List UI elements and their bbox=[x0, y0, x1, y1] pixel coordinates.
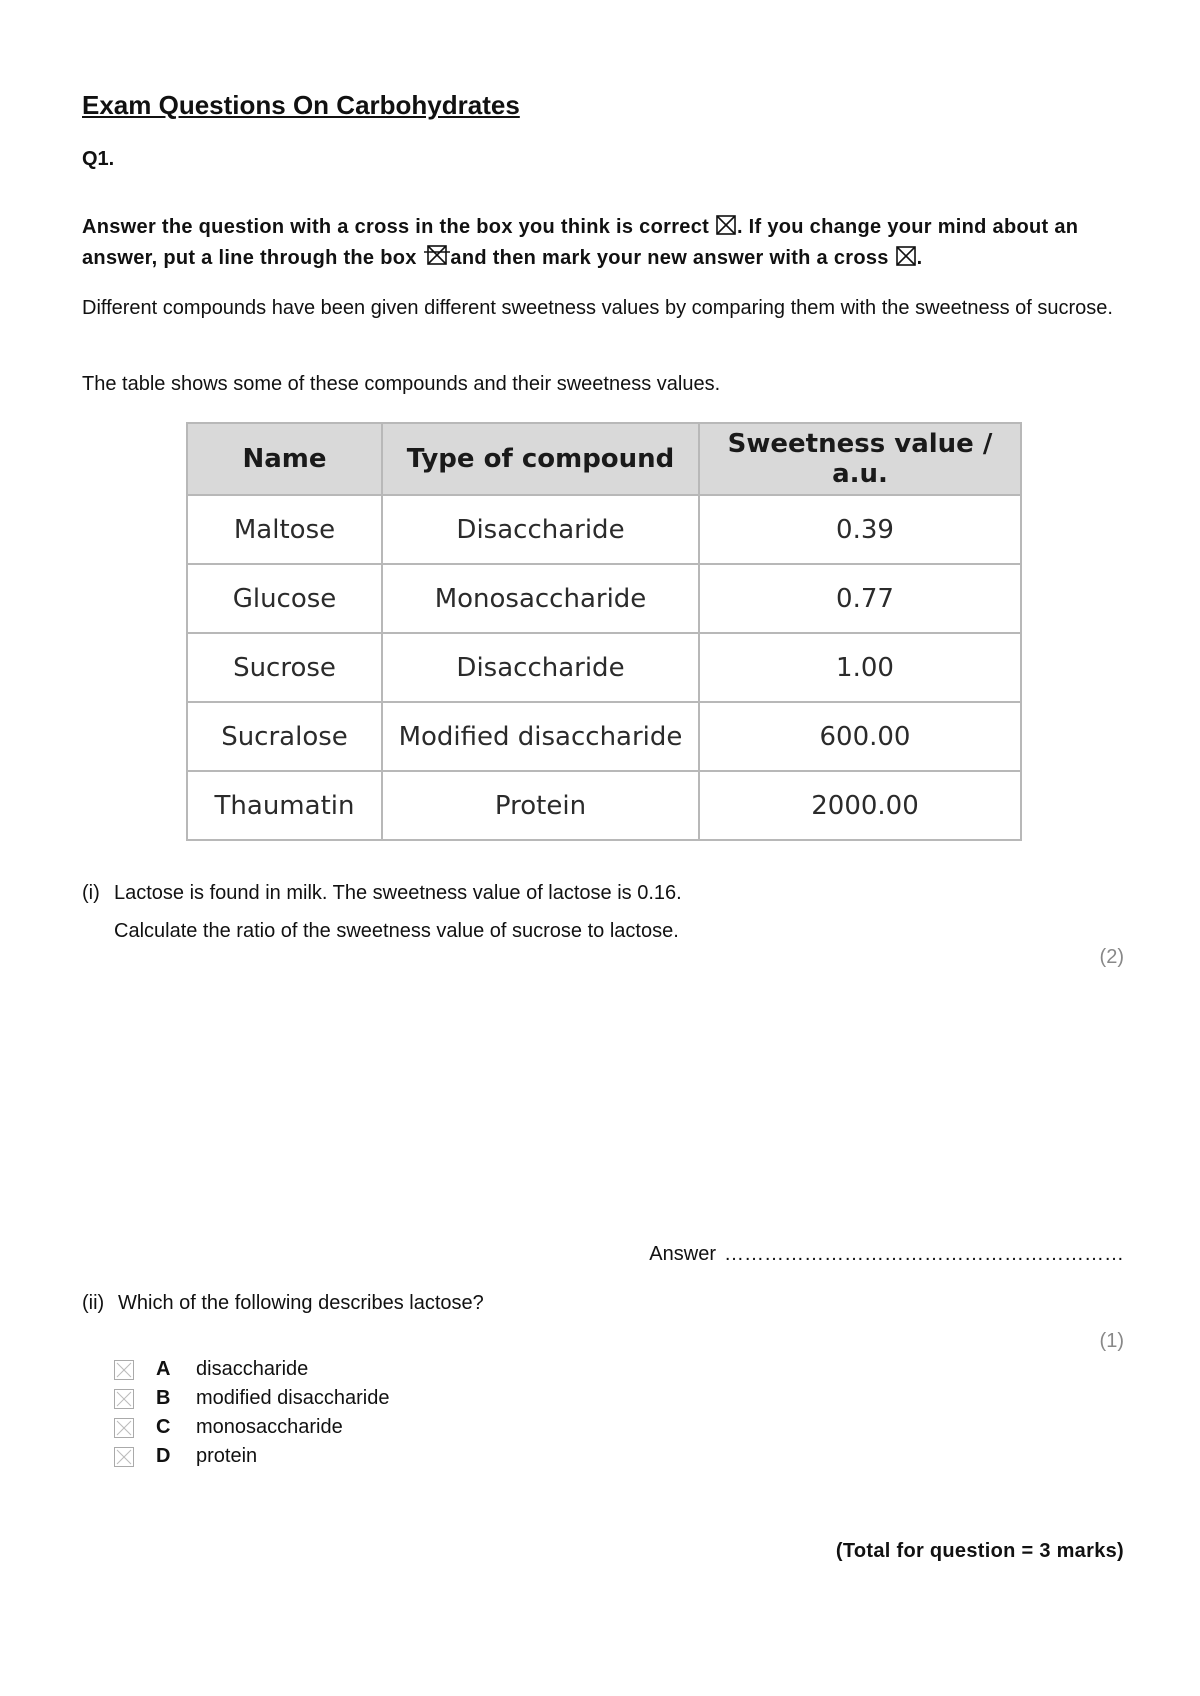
checkbox-icon[interactable] bbox=[114, 1447, 134, 1467]
header-name: Name bbox=[187, 423, 382, 495]
table-row bbox=[187, 495, 1021, 564]
crossed-box-icon bbox=[716, 214, 736, 234]
total-marks: (Total for question = 3 marks) bbox=[835, 1540, 1124, 1562]
option-text: monosaccharide bbox=[196, 1416, 343, 1438]
part-ii-marks: (1) bbox=[1099, 1330, 1124, 1352]
part-ii-text: Which of the following describes lactose? bbox=[118, 1292, 484, 1314]
cell-type: Disaccharide bbox=[382, 633, 699, 702]
crossed-box-icon bbox=[896, 245, 916, 265]
instruction-text-2: . If you change your mind about an answer, put a line through the box bbox=[82, 216, 1079, 269]
cell-type: Protein bbox=[382, 771, 699, 840]
checkbox-icon[interactable] bbox=[114, 1418, 134, 1438]
cell-name: Glucose bbox=[187, 564, 382, 633]
answer-line bbox=[649, 1243, 1124, 1266]
sweetness-table bbox=[186, 422, 1022, 841]
option-d[interactable] bbox=[114, 1442, 257, 1471]
cell-value: 600.00 bbox=[699, 702, 1021, 771]
answer-field[interactable]: …………………………………………………… bbox=[724, 1243, 1124, 1265]
instruction-text-3: and then mark your new answer with a cross bbox=[450, 247, 889, 269]
answer-label: Answer bbox=[649, 1243, 716, 1265]
instruction-text-4: . bbox=[916, 247, 923, 269]
table-row bbox=[187, 771, 1021, 840]
checkbox-icon[interactable] bbox=[114, 1389, 134, 1409]
cell-name: Sucralose bbox=[187, 702, 382, 771]
question-number: Q1. bbox=[82, 148, 115, 170]
answer-instructions bbox=[82, 212, 1132, 274]
cell-type: Monosaccharide bbox=[382, 564, 699, 633]
cell-type: Modified disaccharide bbox=[382, 702, 699, 771]
cell-value: 0.39 bbox=[699, 495, 1021, 564]
option-letter: D bbox=[156, 1445, 171, 1467]
struck-crossed-box-icon bbox=[424, 244, 444, 264]
cell-value: 1.00 bbox=[699, 633, 1021, 702]
table-header-row bbox=[187, 423, 1021, 495]
checkbox-icon[interactable] bbox=[114, 1360, 134, 1380]
table-row bbox=[187, 702, 1021, 771]
intro-paragraph: Different compounds have been given different sweetness values by comparing them with the sweetness of sucrose. bbox=[82, 297, 1113, 319]
table-intro: The table shows some of these compounds and their sweetness values. bbox=[82, 373, 721, 395]
instruction-text-1: Answer the question with a cross in the box you think is correct bbox=[82, 216, 710, 238]
cell-value: 2000.00 bbox=[699, 771, 1021, 840]
table-row bbox=[187, 633, 1021, 702]
part-i-marks: (2) bbox=[1099, 946, 1124, 968]
part-i-text-1: Lactose is found in milk. The sweetness value of lactose is 0.16. bbox=[114, 882, 682, 904]
header-type: Type of compound bbox=[382, 423, 699, 495]
part-i-label: (i) bbox=[82, 882, 100, 904]
option-letter: C bbox=[156, 1416, 171, 1438]
cell-name: Maltose bbox=[187, 495, 382, 564]
part-ii-label: (ii) bbox=[82, 1292, 105, 1314]
option-text: modified disaccharide bbox=[196, 1387, 390, 1409]
option-text: disaccharide bbox=[196, 1358, 309, 1380]
option-b[interactable] bbox=[114, 1384, 389, 1413]
cell-type: Disaccharide bbox=[382, 495, 699, 564]
cell-name: Thaumatin bbox=[187, 771, 382, 840]
header-sweetness: Sweetness value / a.u. bbox=[699, 423, 1021, 495]
cell-value: 0.77 bbox=[699, 564, 1021, 633]
table-row bbox=[187, 564, 1021, 633]
page-title: Exam Questions On Carbohydrates bbox=[82, 90, 520, 120]
cell-name: Sucrose bbox=[187, 633, 382, 702]
option-a[interactable] bbox=[114, 1355, 308, 1384]
option-letter: B bbox=[156, 1387, 171, 1409]
part-i-text-2: Calculate the ratio of the sweetness value of sucrose to lactose. bbox=[114, 920, 679, 942]
option-c[interactable] bbox=[114, 1413, 343, 1442]
option-letter: A bbox=[156, 1358, 171, 1380]
option-text: protein bbox=[196, 1445, 258, 1467]
